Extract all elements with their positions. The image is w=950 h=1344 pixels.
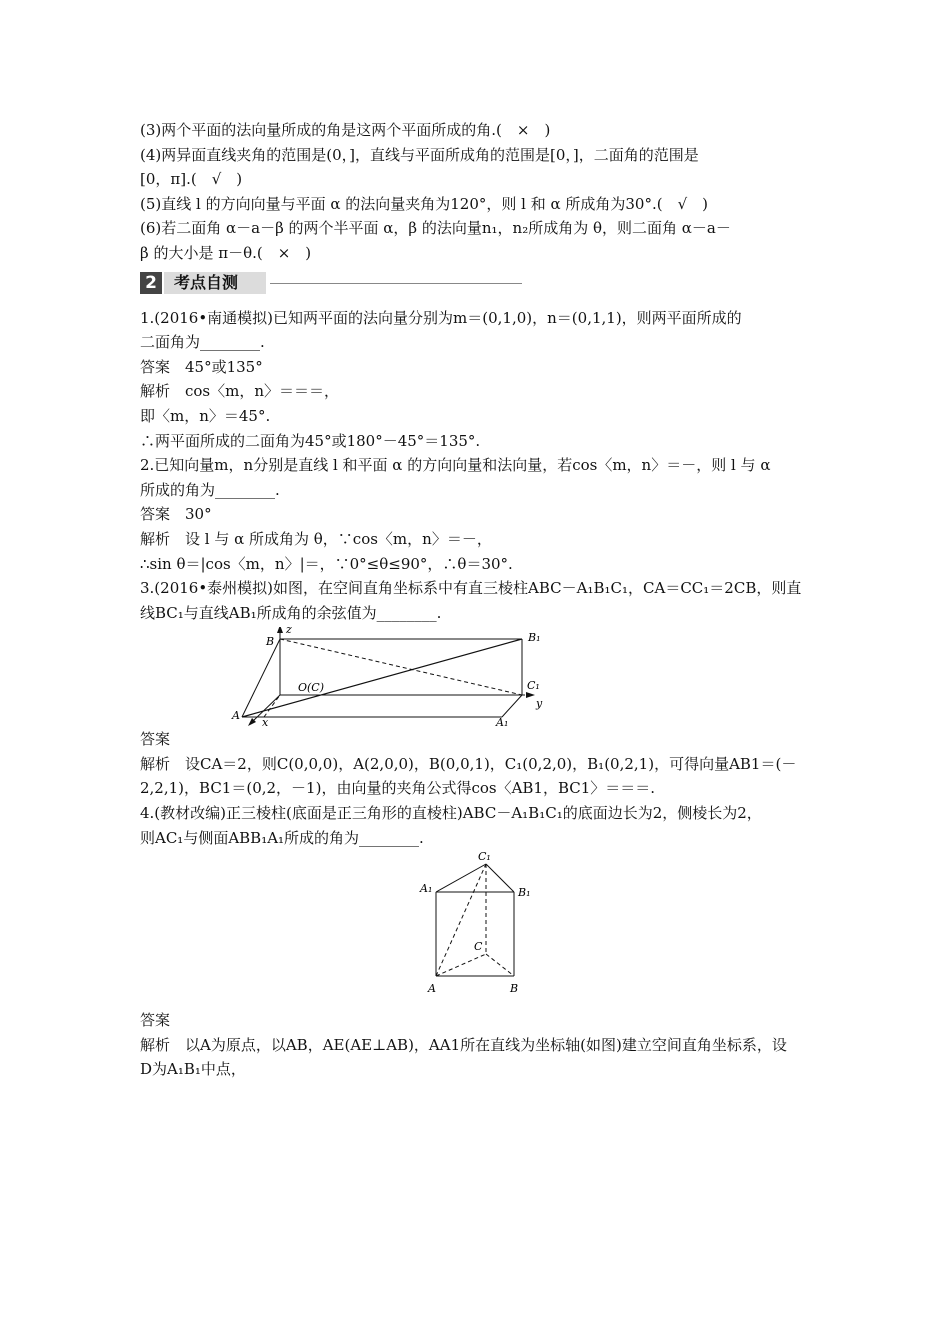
section-number: 2: [140, 272, 162, 294]
text-line: 所成的角为________.: [140, 480, 280, 499]
section-title: 考点自测: [164, 272, 266, 294]
label-B1: B₁: [528, 631, 541, 645]
text-line: 3.(2016•泰州模拟)如图，在空间直角坐标系中有直三棱柱ABC－A₁B₁C₁，CA＝CC₁＝2CB，则直: [140, 579, 802, 598]
text-line: 解析 cos〈m，n〉＝＝＝，: [140, 382, 340, 401]
text-line: (3)两个平面的法向量所成的角是这两个平面所成的角.( × ): [140, 121, 551, 139]
text-line: 4.(教材改编)正三棱柱(底面是正三角形的直棱柱)ABC－A₁B₁C₁的底面边长为2，侧棱长为2，: [140, 804, 762, 823]
prism-diagram-1: [140, 627, 812, 727]
answer-line: 答案: [140, 1011, 171, 1030]
text-line: 解析 设CA＝2，则C(0,0,0)，A(2,0,0)，B(0,0,1)，C₁(0,2,0)，B₁(0,2,1)，可得向量AB1＝(－: [140, 754, 797, 773]
label-B1: B₁: [518, 886, 531, 900]
page-content: [140, 118, 812, 1082]
text-line: 解析 以A为原点，以AB，AE(AE⊥AB)，AA1所在直线为坐标轴(如图)建立空间直角坐标系，设: [140, 1035, 787, 1054]
label-z: z: [286, 627, 292, 637]
text-line: (4)两异面直线夹角的范围是(0，]，直线与平面所成角的范围是[0，]，二面角的范围是: [140, 145, 699, 164]
text-line: D为A₁B₁中点，: [140, 1060, 246, 1079]
section-header: [140, 270, 812, 296]
prism-diagram-2: [140, 852, 812, 1008]
label-A1: A₁: [496, 716, 509, 728]
text-line: 2,2,1)，BC1＝(0,2，－1)，由向量的夹角公式得cos〈AB1，BC1〉＝＝＝.: [140, 779, 656, 798]
prelude-block: [140, 118, 812, 266]
question-3-answer: [140, 727, 812, 801]
text-line: 解析 设 l 与 α 所成角为 θ，∵cos〈m，n〉＝－，: [140, 529, 492, 548]
answer-line: 答案: [140, 730, 171, 749]
label-A1: A₁: [420, 882, 433, 896]
question-3: [140, 576, 812, 625]
text-line: (6)若二面角 α－a－β 的两个半平面 α，β 的法向量n₁，n₂所成角为 θ，则二面角 α－a－: [140, 219, 731, 238]
question-4: [140, 801, 812, 850]
text-line: β 的大小是 π－θ.( × ): [140, 243, 312, 262]
label-O: O(C): [298, 681, 325, 695]
figure-prism-coordinates: [140, 627, 812, 727]
question-2: [140, 453, 812, 576]
text-line: 线BC₁与直线AB₁所成角的余弦值为________.: [140, 603, 442, 622]
text-line: (5)直线 l 的方向向量与平面 α 的法向量夹角为120°，则 l 和 α 所成角为30°.( √ ): [140, 194, 708, 213]
text-line: 1.(2016•南通模拟)已知两平面的法向量分别为m＝(0,1,0)，n＝(0,1,1)，则两平面所成的: [140, 308, 742, 327]
text-line: [0，π].( √ ): [140, 170, 243, 189]
label-C1: C₁: [527, 679, 540, 693]
label-B: B: [266, 635, 275, 649]
question-4-answer: [140, 1008, 812, 1082]
figure-triangular-prism: [140, 852, 812, 1008]
label-C1: C₁: [478, 852, 491, 864]
section-divider: [270, 283, 522, 284]
answer-line: 答案 30°: [140, 505, 212, 524]
text-line: 二面角为________.: [140, 333, 265, 352]
label-y: y: [536, 697, 543, 711]
text-line: ∴两平面所成的二面角为45°或180°－45°＝135°.: [140, 431, 481, 450]
answer-line: 答案 45°或135°: [140, 357, 263, 376]
label-x: x: [262, 716, 269, 728]
label-C: C: [474, 940, 483, 954]
question-1: [140, 306, 812, 454]
label-B: B: [510, 982, 519, 996]
label-A: A: [428, 982, 436, 996]
text-line: 则AC₁与侧面ABB₁A₁所成的角为________.: [140, 828, 424, 847]
text-line: 即〈m，n〉＝45°.: [140, 406, 271, 425]
text-line: 2.已知向量m，n分别是直线 l 和平面 α 的方向向量和法向量，若cos〈m，n〉＝－，则 l 与 α: [140, 456, 771, 475]
text-line: ∴sin θ＝|cos〈m，n〉|＝，∵0°≤θ≤90°，∴θ＝30°.: [140, 554, 513, 573]
label-A: A: [232, 709, 240, 723]
